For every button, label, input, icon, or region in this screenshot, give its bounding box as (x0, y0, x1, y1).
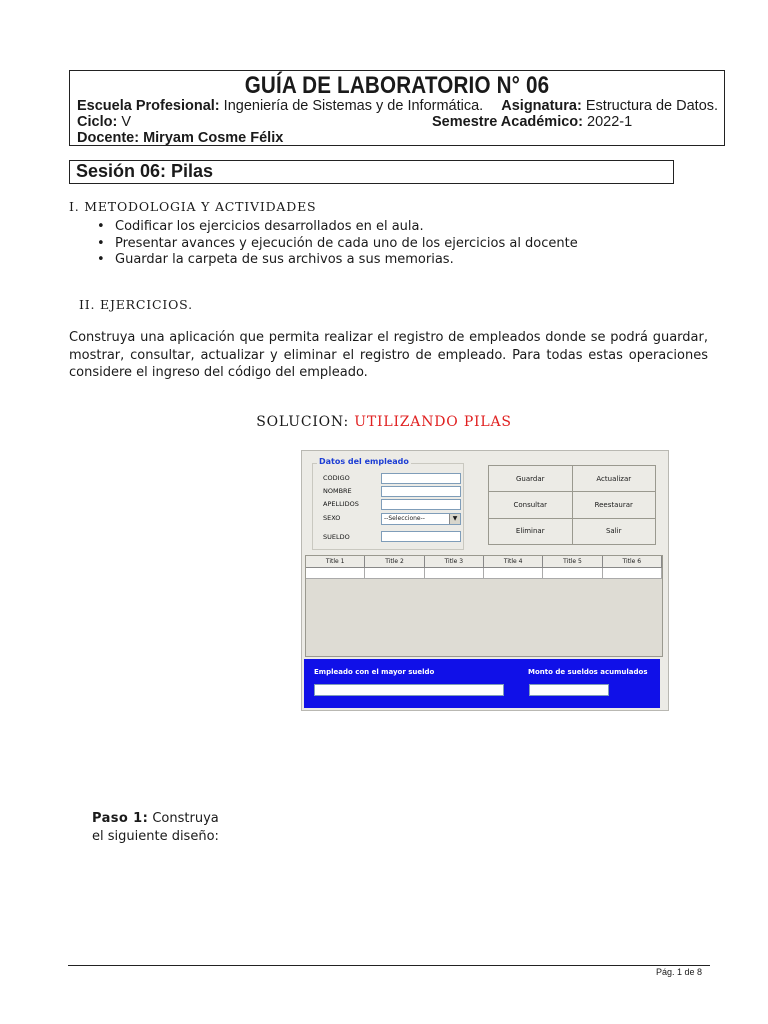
session-title: Sesión 06: Pilas (69, 160, 674, 184)
section-methodology-heading: I. METODOLOGIA Y ACTIVIDADES (69, 199, 317, 214)
solution-highlight: UTILIZANDO PILAS (354, 414, 512, 430)
teacher-label: Docente: (77, 130, 140, 146)
step-text: Construya (152, 811, 219, 826)
sueldo-label: SUELDO (323, 533, 350, 541)
step-text-continued: el siguiente diseño: (92, 829, 219, 844)
exercise-paragraph: Construya una aplicación que permita realizar el registro de empleados donde se podrá guardar, mostrar, consultar, actualizar y eliminar el registro de empleado. Para todas estas operaciones considere el ingreso del código del empleado. (69, 330, 708, 380)
footer-divider (68, 965, 710, 966)
reestaurar-button[interactable]: Reestaurar (573, 492, 656, 517)
max-salary-label: Empleado con el mayor sueldo (314, 668, 435, 676)
actualizar-button[interactable]: Actualizar (573, 466, 656, 491)
grid-column-header[interactable]: Title 4 (484, 556, 543, 567)
total-salary-field[interactable] (529, 684, 609, 696)
school-label: Escuela Profesional: (77, 98, 220, 114)
document-title: GUÍA DE LABORATORIO N° 06 (244, 72, 550, 99)
grid-cell[interactable] (365, 568, 424, 578)
sueldo-input[interactable] (381, 531, 461, 542)
document-header (69, 70, 725, 146)
cycle-line (77, 114, 717, 130)
step-label: Paso 1: (92, 811, 149, 826)
summary-panel (304, 659, 660, 708)
apellidos-input[interactable] (381, 499, 461, 510)
grid-column-header[interactable]: Title 5 (543, 556, 602, 567)
chevron-down-icon[interactable]: ▼ (449, 514, 460, 524)
grid-cell[interactable] (425, 568, 484, 578)
cycle-label: Ciclo: (77, 114, 118, 130)
grid-cell[interactable] (603, 568, 662, 578)
solution-prefix: SOLUCION: (256, 414, 350, 430)
grid-column-header[interactable]: Title 6 (603, 556, 662, 567)
list-item: • Codificar los ejercicios desarrollados en el aula. (93, 219, 578, 236)
table-row[interactable] (306, 568, 662, 579)
grid-cell[interactable] (484, 568, 543, 578)
grid-header (306, 556, 662, 568)
consultar-button[interactable]: Consultar (489, 492, 572, 517)
subject-value: Estructura de Datos. (585, 98, 719, 114)
teacher-line (77, 130, 283, 146)
group-title: Datos del empleado (319, 457, 409, 466)
school-value: Ingeniería de Sistemas y de Informática. (223, 98, 484, 114)
guardar-button[interactable]: Guardar (489, 466, 572, 491)
form-screenshot (301, 450, 669, 711)
semester-value: 2022-1 (587, 114, 633, 130)
semester-group (432, 114, 632, 130)
eliminar-button[interactable]: Eliminar (489, 519, 572, 544)
step-instruction (92, 810, 219, 846)
nombre-input[interactable] (381, 486, 461, 497)
teacher-value: Miryam Cosme Félix (143, 130, 284, 146)
semester-label: Semestre Académico: (432, 114, 583, 130)
grid-cell[interactable] (306, 568, 365, 578)
apellidos-label: APELLIDOS (323, 500, 359, 508)
page-number: Pág. 1 de 8 (656, 967, 703, 977)
subject-label: Asignatura: (501, 98, 582, 114)
sexo-select[interactable] (381, 513, 461, 525)
codigo-input[interactable] (381, 473, 461, 484)
list-item: • Guardar la carpeta de sus archivos a sus memorias. (93, 252, 578, 269)
codigo-label: CODIGO (323, 474, 350, 482)
grid-column-header[interactable]: Title 1 (306, 556, 365, 567)
school-line (77, 98, 718, 114)
list-item: • Presentar avances y ejecución de cada uno de los ejercicios al docente (93, 236, 578, 253)
sexo-select-value: --Seleccione-- (384, 515, 425, 522)
max-salary-field[interactable] (314, 684, 504, 696)
nombre-label: NOMBRE (323, 487, 352, 495)
grid-column-header[interactable]: Title 3 (425, 556, 484, 567)
grid-column-header[interactable]: Title 2 (365, 556, 424, 567)
total-salary-label: Monto de sueldos acumulados (528, 668, 648, 676)
methodology-list (93, 219, 578, 269)
action-buttons (488, 465, 656, 545)
employee-data-group (312, 457, 464, 550)
salir-button[interactable]: Salir (573, 519, 656, 544)
cycle-value: V (121, 114, 131, 130)
solution-heading (0, 414, 768, 430)
sexo-label: SEXO (323, 514, 341, 522)
section-exercises-heading: II. EJERCICIOS. (79, 297, 193, 312)
grid-cell[interactable] (543, 568, 602, 578)
employee-grid[interactable] (305, 555, 663, 657)
